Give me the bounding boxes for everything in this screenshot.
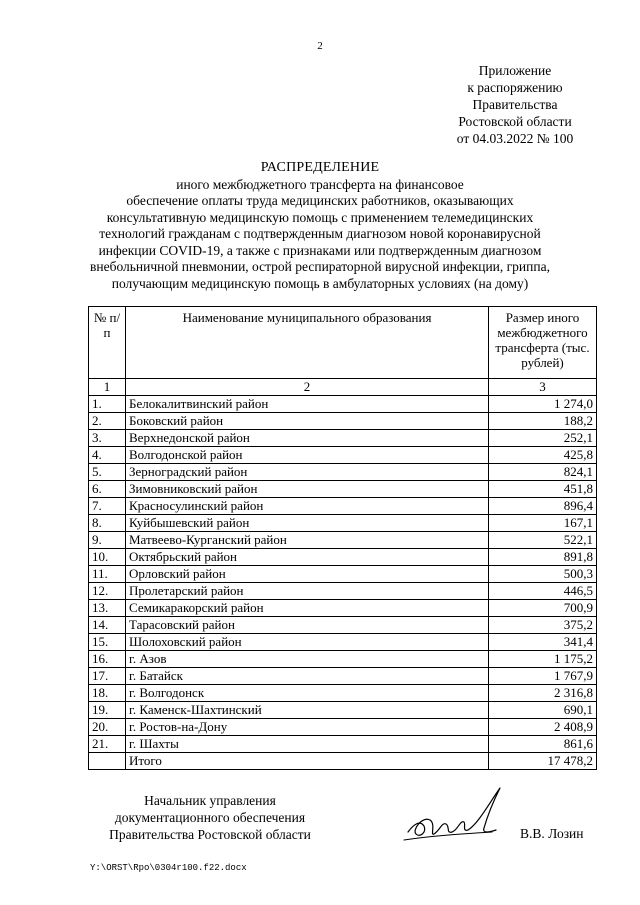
table-row (89, 702, 597, 719)
row-name-cell: Шолоховский район (126, 634, 489, 651)
heading-line: инфекции COVID-19, а также с признаками или подтвержденным диагнозом (98, 242, 542, 258)
column-numbers-row (89, 379, 597, 396)
row-amount-cell: 824,1 (489, 464, 597, 481)
file-path: Y:\ORST\Rpo\0304r100.f22.docx (90, 863, 247, 873)
row-amount-cell: 252,1 (489, 430, 597, 447)
table-row (89, 600, 597, 617)
heading-line: обеспечение оплаты труда медицинских работников, оказывающих (126, 193, 514, 208)
table-row (89, 617, 597, 634)
column-number: 1 (89, 379, 126, 396)
row-name-cell: г. Азов (126, 651, 489, 668)
row-number-cell: 20. (89, 719, 126, 736)
row-number-cell: 16. (89, 651, 126, 668)
header-num: № п/п (89, 307, 126, 379)
document-title: РАСПРЕДЕЛЕНИЕ (260, 160, 380, 175)
row-number-cell: 4. (89, 447, 126, 464)
table-row (89, 515, 597, 532)
table-row (89, 447, 597, 464)
row-number-cell: 7. (89, 498, 126, 515)
table-row (89, 430, 597, 447)
appendix-line: к распоряжению (467, 80, 563, 95)
appendix-line: от 04.03.2022 № 100 (456, 131, 574, 146)
row-amount-cell: 2 316,8 (489, 685, 597, 702)
signer-title-line: Начальник управления (144, 793, 276, 808)
signature-title-block (90, 792, 330, 843)
row-name-cell: Красносулинский район (126, 498, 489, 515)
heading-line: получающим медицинскую помощь в амбулаторных условиях (на дому) (111, 275, 529, 291)
table-row (89, 583, 597, 600)
distribution-table (88, 306, 597, 770)
row-name-cell: Зимовниковский район (126, 481, 489, 498)
heading-line: технологий гражданам с подтвержденным диагнозом новой коронавирусной (99, 226, 541, 241)
row-name-cell: Верхнедонской район (126, 430, 489, 447)
table-row (89, 634, 597, 651)
row-amount-cell: 375,2 (489, 617, 597, 634)
table-row (89, 396, 597, 413)
table-row (89, 566, 597, 583)
row-number-cell: 10. (89, 549, 126, 566)
row-number-cell: 19. (89, 702, 126, 719)
row-number-cell: 21. (89, 736, 126, 753)
row-name-cell: Волгодонской район (126, 447, 489, 464)
row-number-cell: 17. (89, 668, 126, 685)
row-amount-cell: 188,2 (489, 413, 597, 430)
row-name-cell: Тарасовский район (126, 617, 489, 634)
table-row (89, 549, 597, 566)
row-name-cell: г. Батайск (126, 668, 489, 685)
row-amount-cell: 341,4 (489, 634, 597, 651)
table-row (89, 651, 597, 668)
row-number-cell: 2. (89, 413, 126, 430)
table-row (89, 668, 597, 685)
row-name-cell: Октябрьский район (126, 549, 489, 566)
row-amount-cell: 17 478,2 (489, 753, 597, 770)
heading-line: консультативную медицинскую помощь с применением телемедицинских (106, 209, 534, 225)
heading-line: иного межбюджетного трансферта на финансовое (176, 176, 464, 192)
row-name-cell: Семикаракорский район (126, 600, 489, 617)
appendix-line: Правительства (472, 97, 558, 112)
row-number-cell: 9. (89, 532, 126, 549)
table-row (89, 736, 597, 753)
row-name-cell: г. Ростов-на-Дону (126, 719, 489, 736)
handwritten-signature (400, 780, 510, 850)
row-name-cell: г. Волгодонск (126, 685, 489, 702)
column-number: 2 (126, 379, 489, 396)
row-name-cell: Белокалитвинский район (126, 396, 489, 413)
row-name-cell: Итого (126, 753, 489, 770)
row-name-cell: г. Каменск-Шахтинский (126, 702, 489, 719)
table-header-row (89, 307, 597, 379)
header-name: Наименование муниципального образования (126, 307, 489, 379)
appendix-line: Приложение (478, 63, 552, 78)
row-name-cell: г. Шахты (126, 736, 489, 753)
table-row (89, 719, 597, 736)
row-amount-cell: 1 767,9 (489, 668, 597, 685)
row-number-cell: 6. (89, 481, 126, 498)
row-number-cell: 1. (89, 396, 126, 413)
row-amount-cell: 891,8 (489, 549, 597, 566)
row-amount-cell: 896,4 (489, 498, 597, 515)
signer-title-line: Правительства Ростовской области (109, 827, 311, 842)
row-name-cell: Зерноградский район (126, 464, 489, 481)
row-number-cell: 12. (89, 583, 126, 600)
row-amount-cell: 500,3 (489, 566, 597, 583)
row-name-cell: Матвеево-Курганский район (126, 532, 489, 549)
table-row (89, 498, 597, 515)
row-number-cell: 8. (89, 515, 126, 532)
table-row (89, 532, 597, 549)
row-amount-cell: 425,8 (489, 447, 597, 464)
table-row (89, 481, 597, 498)
row-amount-cell: 446,5 (489, 583, 597, 600)
row-number-cell (89, 753, 126, 770)
row-number-cell: 11. (89, 566, 126, 583)
appendix-line: Ростовской области (458, 114, 572, 129)
row-amount-cell: 2 408,9 (489, 719, 597, 736)
row-number-cell: 3. (89, 430, 126, 447)
row-number-cell: 18. (89, 685, 126, 702)
heading-line: внебольничной пневмонии, острой респираторной вирусной инфекции, гриппа, (90, 259, 550, 274)
signer-name: В.В. Лозин (520, 826, 584, 841)
row-name-cell: Пролетарский район (126, 583, 489, 600)
row-number-cell: 5. (89, 464, 126, 481)
signer-title-line: документационного обеспечения (114, 810, 306, 825)
appendix-block (430, 62, 600, 147)
row-amount-cell: 167,1 (489, 515, 597, 532)
table-row (89, 413, 597, 430)
row-amount-cell: 700,9 (489, 600, 597, 617)
document-heading (60, 160, 580, 292)
row-number-cell: 13. (89, 600, 126, 617)
row-amount-cell: 861,6 (489, 736, 597, 753)
row-number-cell: 15. (89, 634, 126, 651)
row-amount-cell: 690,1 (489, 702, 597, 719)
column-number: 3 (489, 379, 597, 396)
row-amount-cell: 451,8 (489, 481, 597, 498)
header-amount: Размер иного межбюджетного трансферта (тыс. рублей) (489, 307, 597, 379)
table-row (89, 685, 597, 702)
row-name-cell: Орловский район (126, 566, 489, 583)
total-row (89, 753, 597, 770)
row-amount-cell: 522,1 (489, 532, 597, 549)
row-number-cell: 14. (89, 617, 126, 634)
row-name-cell: Куйбышевский район (126, 515, 489, 532)
row-amount-cell: 1 274,0 (489, 396, 597, 413)
page-number: 2 (317, 40, 323, 52)
row-name-cell: Боковский район (126, 413, 489, 430)
table-row (89, 464, 597, 481)
row-amount-cell: 1 175,2 (489, 651, 597, 668)
